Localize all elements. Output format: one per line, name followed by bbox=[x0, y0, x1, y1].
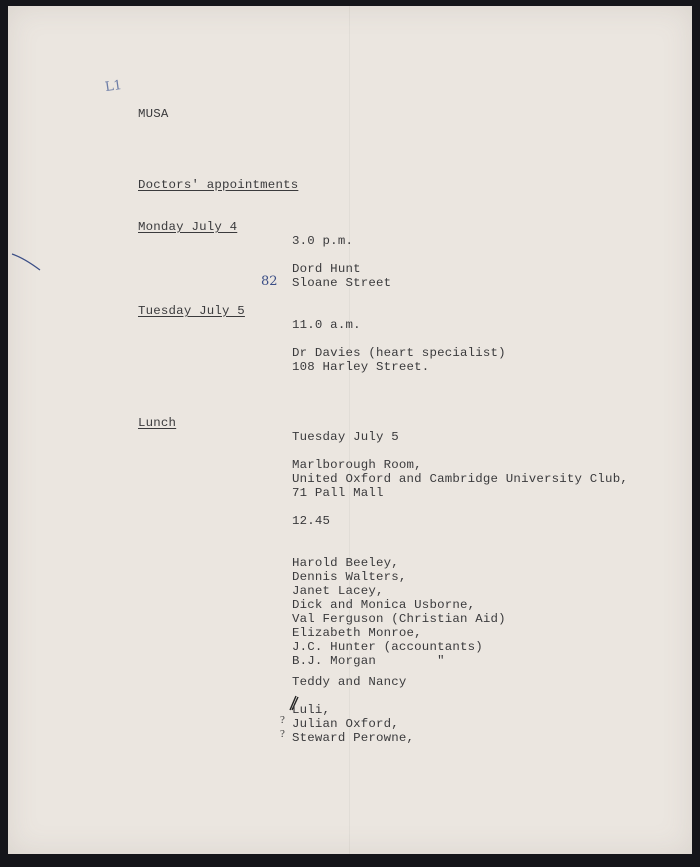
guest-name: Harold Beeley, bbox=[292, 556, 399, 570]
venue-line: United Oxford and Cambridge University Club, bbox=[292, 472, 628, 486]
guest-couple: Teddy and Nancy bbox=[292, 675, 407, 689]
venue-line: Marlborough Room, bbox=[292, 458, 422, 472]
guest-name: Dennis Walters, bbox=[292, 570, 407, 584]
appointment-time: 11.0 a.m. bbox=[292, 318, 361, 332]
venue-line: 71 Pall Mall bbox=[292, 486, 384, 500]
appointment-day: Tuesday July 5 bbox=[138, 304, 245, 318]
document-page bbox=[8, 6, 692, 854]
doctors-heading: Doctors' appointments bbox=[138, 178, 299, 192]
document-code: MUSA bbox=[138, 107, 169, 121]
guest-name: Elizabeth Monroe, bbox=[292, 626, 422, 640]
appointment-time: 3.0 p.m. bbox=[292, 234, 354, 248]
lunch-heading: Lunch bbox=[138, 416, 177, 430]
guest-name: Dick and Monica Usborne, bbox=[292, 598, 476, 612]
lunch-date: Tuesday July 5 bbox=[292, 430, 399, 444]
guest-name: Janet Lacey, bbox=[292, 584, 384, 598]
pen-stroke-mark bbox=[10, 250, 46, 274]
guest-name: Steward Perowne, bbox=[292, 731, 415, 745]
pencil-note: L1 bbox=[104, 77, 123, 96]
handwritten-number: 82 bbox=[261, 274, 278, 289]
lunch-time: 12.45 bbox=[292, 514, 331, 528]
doctor-address: Sloane Street bbox=[292, 276, 392, 290]
guest-name: Julian Oxford, bbox=[292, 717, 399, 731]
guest-name: B.J. Morgan " bbox=[292, 654, 445, 668]
query-mark: ? bbox=[280, 728, 285, 740]
query-mark: ? bbox=[280, 714, 285, 726]
appointment-day: Monday July 4 bbox=[138, 220, 238, 234]
guest-name: Val Ferguson (Christian Aid) bbox=[292, 612, 506, 626]
doctor-name: Dr Davies (heart specialist) bbox=[292, 346, 506, 360]
doctor-address: 108 Harley Street. bbox=[292, 360, 430, 374]
doctor-name: Dord Hunt bbox=[292, 262, 361, 276]
guest-name: Luli, bbox=[292, 703, 331, 717]
guest-name: J.C. Hunter (accountants) bbox=[292, 640, 483, 654]
